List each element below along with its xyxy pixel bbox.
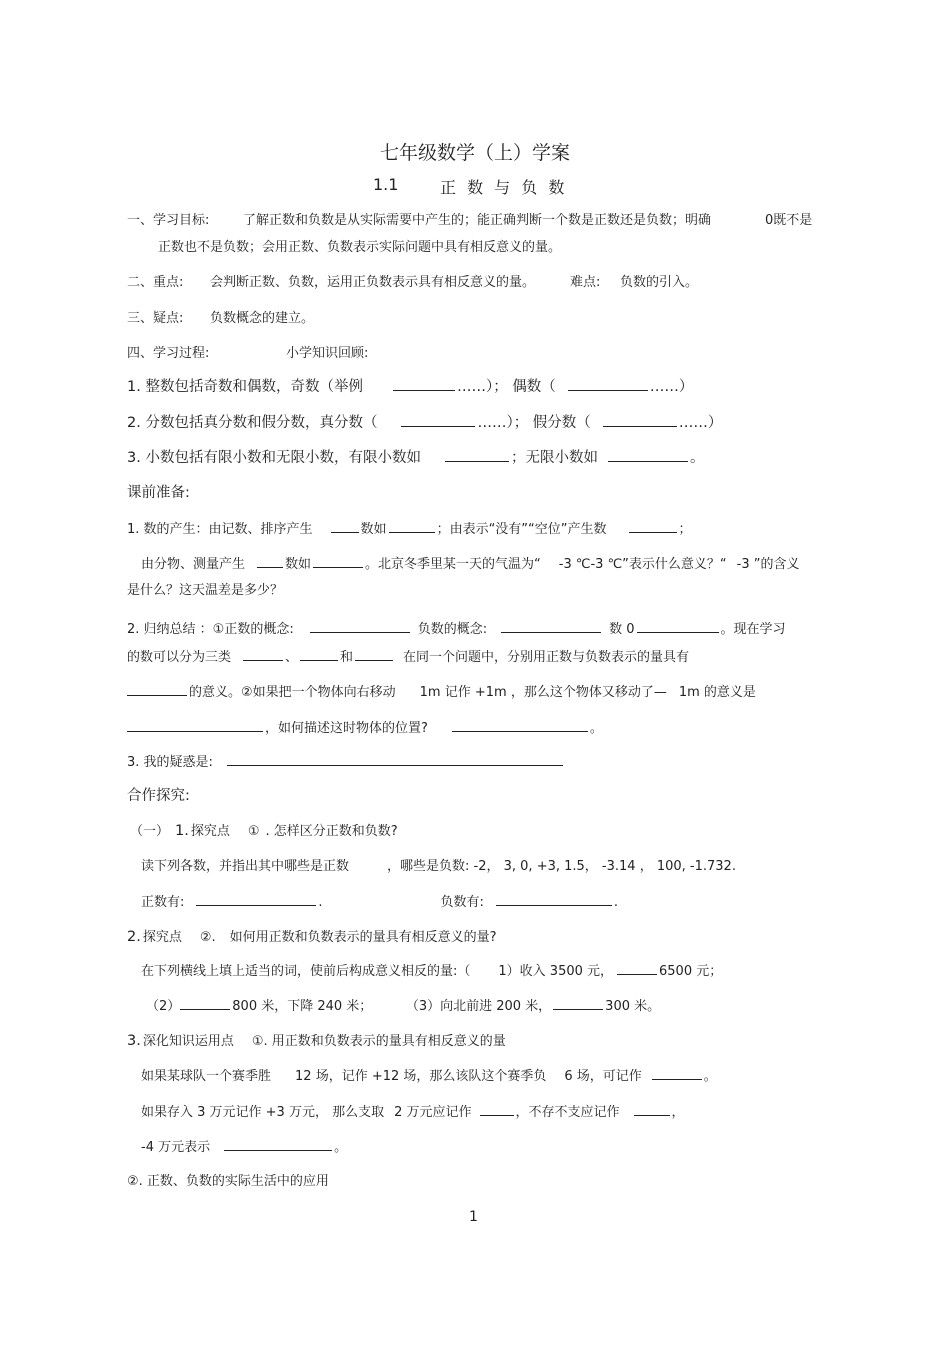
explore-2-line-2: （2） 800 米，下降 240 米； （3）向北前进 200 米， 300 米。 bbox=[146, 999, 661, 1014]
blank[interactable] bbox=[637, 620, 719, 633]
blank[interactable] bbox=[389, 520, 435, 533]
blank[interactable] bbox=[496, 893, 612, 906]
explore-2-heading: 2. 探究点 ②. 如何用正数和负数表示的量具有相反意义的量? bbox=[127, 929, 497, 945]
explore-1-task: 读下列各数，并指出其中哪些是正数 ，哪些是负数: -2， 3, 0, +3, 1.5， -3.14 ， 100, -1.732. bbox=[141, 859, 736, 874]
blank[interactable] bbox=[617, 962, 657, 975]
blank[interactable] bbox=[257, 555, 283, 568]
difficulty-text: 负数的引入。 bbox=[620, 275, 699, 290]
section-title: 正 数 与 负 数 bbox=[440, 178, 568, 197]
prep-label: 课前准备: bbox=[127, 485, 190, 501]
blank[interactable] bbox=[452, 719, 588, 732]
blank[interactable] bbox=[127, 719, 263, 732]
questions-line: 3. 我的疑惑是: bbox=[127, 753, 565, 772]
explore-1-heading: （一） 1. 探究点 ① . 怎样区分正数和负数? bbox=[130, 823, 398, 839]
review-item-2: 2. 分数包括真分数和假分数，真分数（ ……）； 假分数（ ……） bbox=[127, 415, 723, 431]
doubt-label: 三、疑点: bbox=[127, 311, 184, 326]
blank[interactable] bbox=[501, 620, 601, 633]
objectives-label: 一、学习目标: bbox=[127, 213, 210, 228]
blank[interactable] bbox=[310, 620, 410, 633]
blank[interactable] bbox=[568, 378, 648, 391]
review-label: 小学知识回顾: bbox=[286, 346, 369, 361]
blank[interactable] bbox=[603, 414, 677, 427]
summary-line-1: 2. 归纳总结 ：①正数的概念: 负数的概念: 数 0 。现在学习 bbox=[127, 622, 786, 637]
page-title: 七年级数学（上）学案 bbox=[379, 142, 570, 164]
prep-item-1-cont: 由分物、测量产生 数如 。北京冬季里某一天的气温为“ -3 ℃-3 ℃”表示什么意义？“ -3 ”的含义 bbox=[141, 557, 800, 572]
prep-item-1: 1. 数的产生：由记数、排序产生 数如 ；由表示“没有”“空位”产生数 ； bbox=[127, 522, 692, 537]
process-label: 四、学习过程: bbox=[127, 346, 210, 361]
blank[interactable] bbox=[629, 520, 677, 533]
summary-line-3: 的意义。②如果把一个物体向右移动 1m 记作 +1m ，那么这个物体又移动了— 1m 的意义是 bbox=[127, 683, 756, 702]
review-item-3: 3. 小数包括有限小数和无限小数，有限小数如 ；无限小数如 。 bbox=[127, 450, 705, 466]
blank[interactable] bbox=[243, 648, 283, 661]
blank[interactable] bbox=[445, 449, 509, 462]
objectives-text: 了解正数和负数是从实际需要中产生的；能正确判断一个数是正数还是负数；明确 bbox=[243, 213, 712, 228]
deepen-line-2: 如果存入 3 万元记作 +3 万元， 那么支取 2 万元应记作 ，不存不支应记作 ， bbox=[141, 1105, 685, 1120]
explore-1-answers: 正数有: . 负数有: . bbox=[141, 895, 619, 910]
review-item-1: 1. 整数包括奇数和偶数，奇数（举例 ……）； 偶数（ ……） bbox=[127, 379, 694, 395]
blank[interactable] bbox=[401, 414, 475, 427]
blank[interactable] bbox=[180, 997, 230, 1010]
blank[interactable] bbox=[652, 1067, 702, 1080]
blank[interactable] bbox=[300, 648, 338, 661]
blank[interactable] bbox=[393, 378, 455, 391]
prep-item-1-end: 是什么？这天温差是多少？ bbox=[127, 583, 284, 598]
blank[interactable] bbox=[608, 449, 688, 462]
difficulty-label: 难点: bbox=[570, 275, 601, 290]
page-number: 1 bbox=[469, 1209, 478, 1225]
explore-2-line-1: 在下列横线上填上适当的词，使前后构成意义相反的量:（ 1）收入 3500 元， 6500 元； bbox=[141, 964, 723, 979]
blank[interactable] bbox=[331, 520, 359, 533]
key-points-label: 二、重点: bbox=[127, 275, 184, 290]
blank[interactable] bbox=[227, 753, 563, 766]
blank[interactable] bbox=[553, 997, 603, 1010]
doubt-text: 负数概念的建立。 bbox=[210, 311, 315, 326]
deepen-line-1: 如果某球队一个赛季胜 12 场，记作 +12 场，那么该队这个赛季负 6 场，可记作 。 bbox=[141, 1069, 717, 1084]
blank[interactable] bbox=[196, 893, 316, 906]
blank[interactable] bbox=[313, 555, 363, 568]
blank[interactable] bbox=[224, 1138, 332, 1151]
deepen-heading: 3. 深化知识运用点 ①. 用正数和负数表示的量具有相反意义的量 bbox=[127, 1033, 506, 1049]
objectives-text-end: 0既不是 bbox=[765, 213, 813, 228]
blank[interactable] bbox=[127, 683, 187, 696]
summary-line-2: 的数可以分为三类 、 和 在同一个问题中，分别用正数与负数表示的量具有 bbox=[127, 650, 690, 665]
objectives-text-2: 正数也不是负数；会用正数、负数表示实际问题中具有相反意义的量。 bbox=[158, 240, 562, 255]
blank[interactable] bbox=[480, 1103, 514, 1116]
blank[interactable] bbox=[355, 648, 393, 661]
deepen-line-3: -4 万元表示 。 bbox=[141, 1140, 348, 1155]
summary-line-4: ，如何描述这时物体的位置? 。 bbox=[127, 719, 603, 738]
key-points-text: 会判断正数、负数，运用正负数表示具有相反意义的量。 bbox=[210, 275, 536, 290]
coop-label: 合作探究: bbox=[127, 788, 190, 804]
application-heading: ②. 正数、负数的实际生活中的应用 bbox=[127, 1174, 329, 1189]
section-number: 1.1 bbox=[373, 175, 399, 194]
blank[interactable] bbox=[634, 1103, 670, 1116]
